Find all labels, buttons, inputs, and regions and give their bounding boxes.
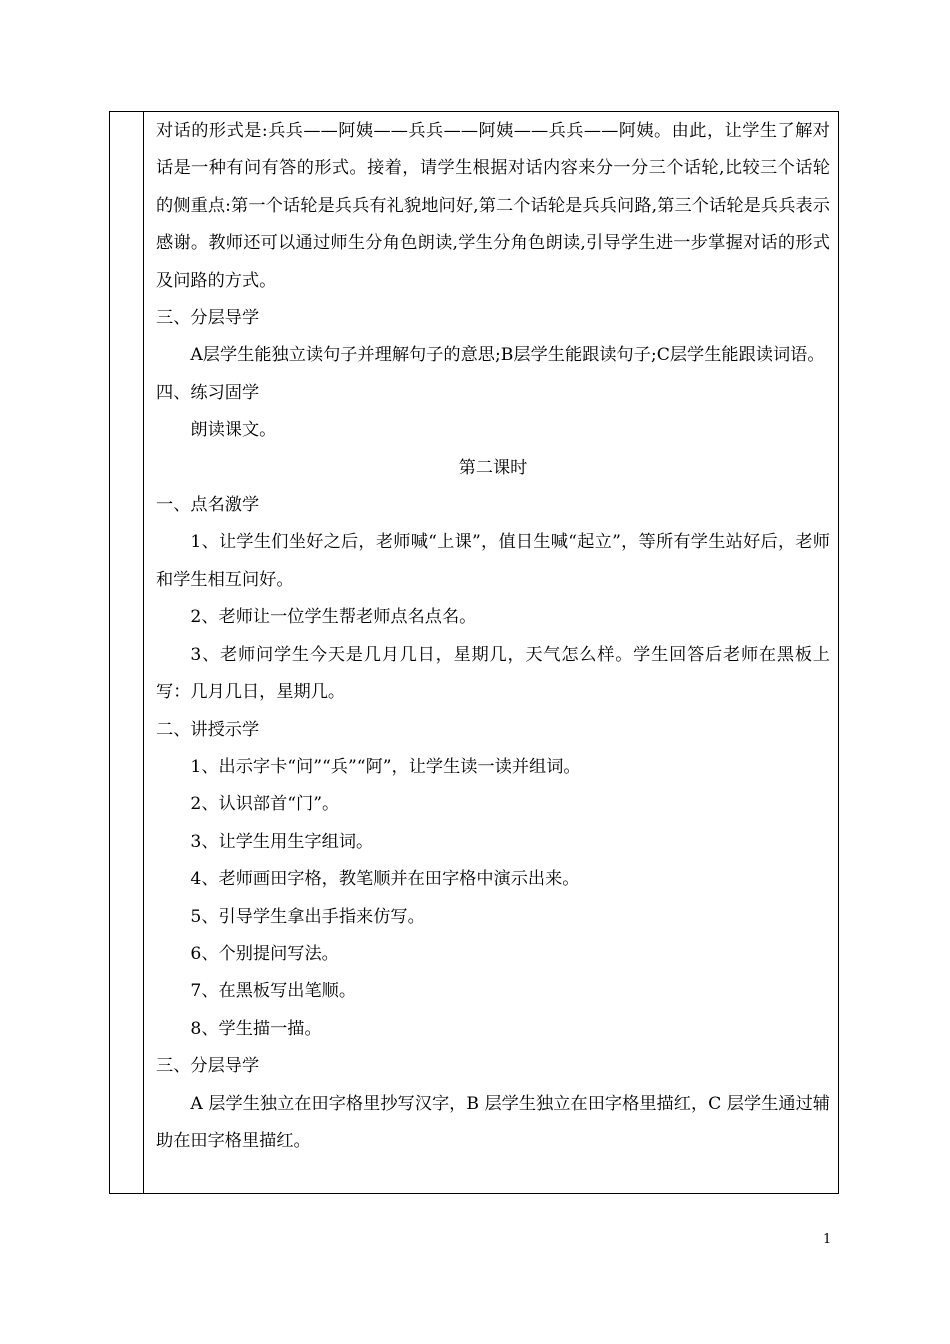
second-lesson-title: 第二课时 [458,457,528,478]
list-item: 2、认识部首“门”。 [190,794,340,815]
list-item: 2、老师让一位学生帮老师点名点名。 [190,607,477,628]
list-item: 6、个别提问写法。 [190,943,339,964]
list-item: 4、老师画田字格，教笔顺并在田字格中演示出来。 [190,869,580,890]
practice-paragraph: 朗读课文。 [190,420,277,441]
section-heading-tiered-guidance: 三、分层导学 [156,308,260,329]
lesson-plan-table [109,111,839,1194]
list-item: 8、学生描一描。 [190,1018,322,1039]
section-heading-roll-call: 一、点名激学 [156,495,260,516]
list-item: 7、在黑板写出笔顺。 [190,981,357,1002]
list-item: 3、让学生用生字组词。 [190,831,374,852]
tiered-guidance-paragraph-2: A 层学生独立在田字格里抄写汉字，B 层学生独立在田字格里描红，C 层学生通过辅助在田字格里描红。 [156,1093,830,1151]
page-number: 1 [823,1232,832,1247]
list-item: 1、出示字卡“问”“兵”“阿”，让学生读一读并组词。 [190,756,581,777]
table-content-cell [156,113,830,1160]
section-heading-teaching: 二、讲授示学 [156,719,260,740]
section-heading-tiered-guidance-2: 三、分层导学 [156,1056,260,1077]
section-heading-practice: 四、练习固学 [156,382,260,403]
list-item: 5、引导学生拿出手指来仿写。 [190,906,425,927]
tiered-guidance-paragraph: A层学生能独立读句子并理解句子的意思;B层学生能跟读句子;C层学生能跟读词语。 [190,345,825,366]
table-label-column [110,112,144,1193]
list-item: 1、让学生们坐好之后，老师喊“上课”，值日生喊“起立”，等所有学生站好后，老师和学生相互问好。 [156,532,830,590]
list-item: 3、老师问学生今天是几月几日，星期几，天气怎么样。学生回答后老师在黑板上写：几月几日，星期几。 [156,644,830,703]
dialogue-form-paragraph: 对话的形式是:兵兵——阿姨——兵兵——阿姨——兵兵——阿姨。由此，让学生了解对话是一种有问有答的形式。接着，请学生根据对话内容来分一分三个话轮,比较三个话轮的侧重点:第一个话轮是兵兵有礼貌地问好,第二个话轮是兵兵问路,第三个话轮是兵兵表示感谢。教师还可以通过师生分角色朗读,学生分角色朗读,引导学生进一步掌握对话的形式及问路的方式。 [156,121,830,291]
